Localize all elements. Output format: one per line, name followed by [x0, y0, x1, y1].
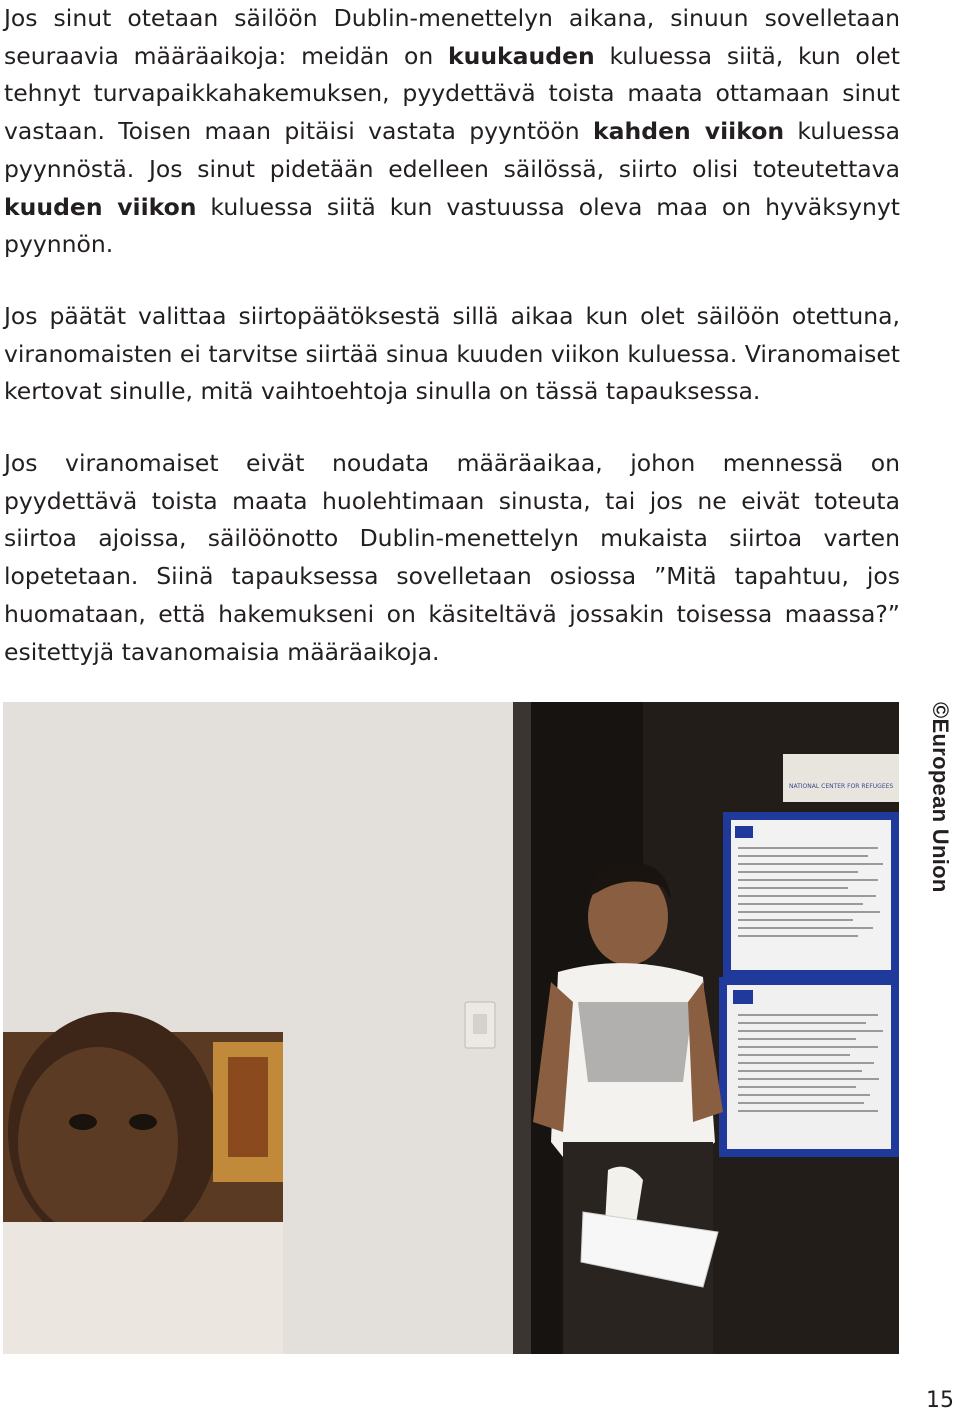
- paragraph-2: [4, 298, 900, 411]
- body-text: Jos sinut otetaan säilöön Dublin-menettelyn aikana, sinuun sovelletaan seuraavia määräaikoja: meidän on: [4, 4, 900, 70]
- photo-credit-text: ©European Union: [928, 702, 953, 893]
- emphasis-text: kahden viikon: [593, 117, 785, 146]
- body-text: kuluessa pyynnöstä. Jos sinut pidetään edelleen säilössä, siirto olisi toteutettava: [4, 117, 900, 183]
- body-text: kuluessa siitä kun vastuussa oleva maa on hyväksynyt pyynnön.: [4, 192, 900, 259]
- body-text: Jos päätät valittaa siirtopäätöksestä sillä aikaa kun olet säilöön otettuna, viranomaisten ei tarvitse siirtää sinua kuuden viikon kuluessa. Viranomaiset kertovat sinulle, mitä vaihtoehtoja sinulla on tässä tapauksessa.: [4, 302, 900, 406]
- paragraph-1: [4, 0, 900, 264]
- body-text: kuluessa siitä, kun olet tehnyt turvapaikkahakemuksen, pyydettävä toista maata ottamaan sinut vastaan. Toisen maan pitäisi vastata pyyntöön: [4, 41, 900, 146]
- emphasis-text: kuuden viikon: [4, 192, 197, 221]
- page-number: 15: [926, 1388, 954, 1413]
- body-text: Jos viranomaiset eivät noudata määräaikaa, johon mennessä on pyydettävä toista maata huolehtimaan sinusta, tai jos ne eivät toteuta siirtoa ajoissa, säilöönotto Dublin-menettelyn mukaista siirtoa varten lopetetaan. Siinä tapauksessa sovelletaan osiossa ”Mitä tapahtuu, jos huomataan, että hakemukseni on käsiteltävä jossakin toisessa maassa?” esitettyjä tavanomaisia määräaikoja.: [4, 449, 900, 666]
- paragraph-3: [4, 445, 900, 671]
- photo-credit: [920, 702, 960, 902]
- photo-detention-center: [3, 702, 899, 1354]
- sign-text: NATIONAL CENTER FOR REFUGEES: [789, 783, 894, 790]
- emphasis-text: kuukauden: [447, 41, 595, 70]
